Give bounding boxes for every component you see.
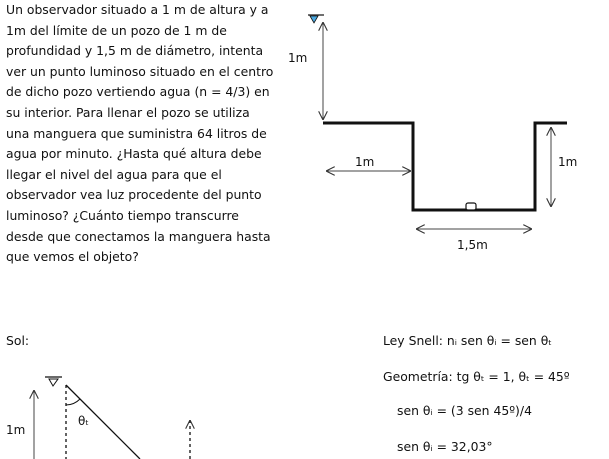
problem-line: de dicho pozo vertiendo agua (n = 4/3) en xyxy=(6,84,270,100)
well-figure xyxy=(288,15,577,252)
problem-line: que vemos el objeto? xyxy=(6,249,139,265)
problem-line: observador vea luz procedente del punto xyxy=(6,187,262,203)
problem-line: su interior. Para llenar el pozo se utiliza xyxy=(6,104,250,120)
equation-snell: Ley Snell: nᵢ sen θᵢ = sen θₜ xyxy=(383,333,552,348)
problem-line: ver un punto luminoso situado en el centro xyxy=(6,63,274,79)
angle-label: θₜ xyxy=(78,414,89,428)
problem-line: profundidad y 1,5 m de diámetro, intenta xyxy=(6,43,264,59)
problem-line: 1m del límite de un pozo de 1 m de xyxy=(6,22,227,38)
observer-eye-icon xyxy=(308,15,324,23)
diameter-label: 1,5m xyxy=(457,238,488,252)
problem-line: Un observador situado a 1 m de altura y a xyxy=(6,2,269,17)
problem-line: agua por minuto. ¿Hasta qué altura debe xyxy=(6,146,262,162)
angle-arc xyxy=(66,399,80,405)
problem-line: una manguera que suministra 64 litros de xyxy=(6,125,267,141)
equation-geometry: Geometría: tg θₜ = 1, θₜ = 45º xyxy=(383,369,570,384)
solution-heading: Sol: xyxy=(6,333,30,348)
depth-label: 1m xyxy=(558,155,578,169)
distance-label: 1m xyxy=(355,155,375,169)
problem-line: luminoso? ¿Cuánto tiempo transcurre xyxy=(6,207,239,223)
problem-line: desde que conectamos la manguera hasta xyxy=(6,228,271,244)
solution-height-label: 1m xyxy=(6,423,26,437)
luminous-point xyxy=(466,203,476,210)
problem-line: llegar el nivel del agua para que el xyxy=(6,166,222,182)
solution-observer-eye-icon xyxy=(45,377,62,386)
height-label: 1m xyxy=(288,51,308,65)
solution-figure xyxy=(6,377,190,459)
equation-sin-expression: sen θᵢ = (3 sen 45º)/4 xyxy=(397,403,532,418)
equation-sin-result: sen θᵢ = 32,03° xyxy=(397,439,493,454)
